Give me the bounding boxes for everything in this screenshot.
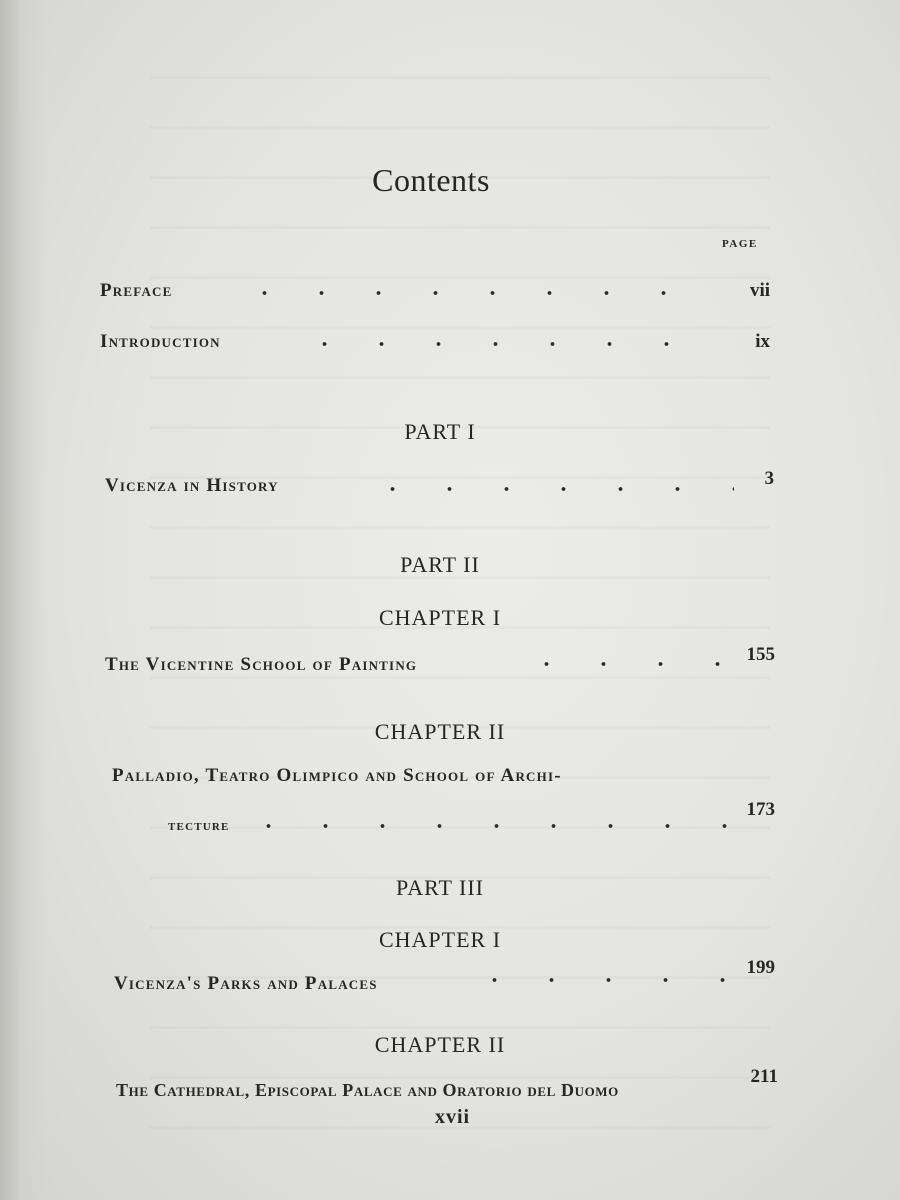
chapter-heading: CHAPTER II: [374, 719, 506, 744]
folio-page-number: xvii: [434, 1106, 471, 1128]
toc-entry-page: 3: [764, 468, 774, 489]
dot-leader: [466, 970, 736, 990]
part-heading: PART III: [396, 875, 484, 900]
toc-entry-label-continued: tecture: [168, 817, 230, 834]
page-column-label: PAGE: [722, 238, 758, 250]
toc-entry-preface-label: Preface: [100, 280, 173, 301]
toc-entry-introduction-page: ix: [755, 331, 770, 352]
toc-entry-label: Vicenza in History: [105, 475, 279, 496]
part-heading: PART II: [400, 552, 480, 577]
toc-entry-preface-page: vii: [749, 280, 770, 301]
toc-entry-page: 199: [746, 957, 775, 978]
chapter-heading: CHAPTER II: [374, 1032, 506, 1057]
chapter-heading: CHAPTER I: [378, 927, 502, 952]
toc-entry-introduction-label: Introduction: [100, 331, 221, 352]
toc-entry-label: The Vicentine School of Painting: [105, 654, 418, 675]
toc-entry-page: 155: [746, 644, 775, 665]
dot-leader: [240, 816, 730, 836]
toc-entry-label: The Cathedral, Episcopal Palace and Oratorio del Duomo: [116, 1080, 619, 1100]
chapter-heading: CHAPTER I: [378, 605, 502, 630]
dot-leader: [236, 283, 706, 303]
dot-leader: [364, 479, 734, 499]
page-title: Contents: [372, 162, 490, 198]
toc-entry-page: 211: [750, 1066, 778, 1087]
part-heading: PART I: [404, 419, 476, 444]
toc-entry-label: Vicenza's Parks and Palaces: [114, 973, 378, 994]
toc-entry-label: Palladio, Teatro Olimpico and School of Archi-: [112, 765, 562, 786]
toc-entry-page: 173: [746, 799, 775, 820]
dot-leader: [296, 334, 720, 354]
